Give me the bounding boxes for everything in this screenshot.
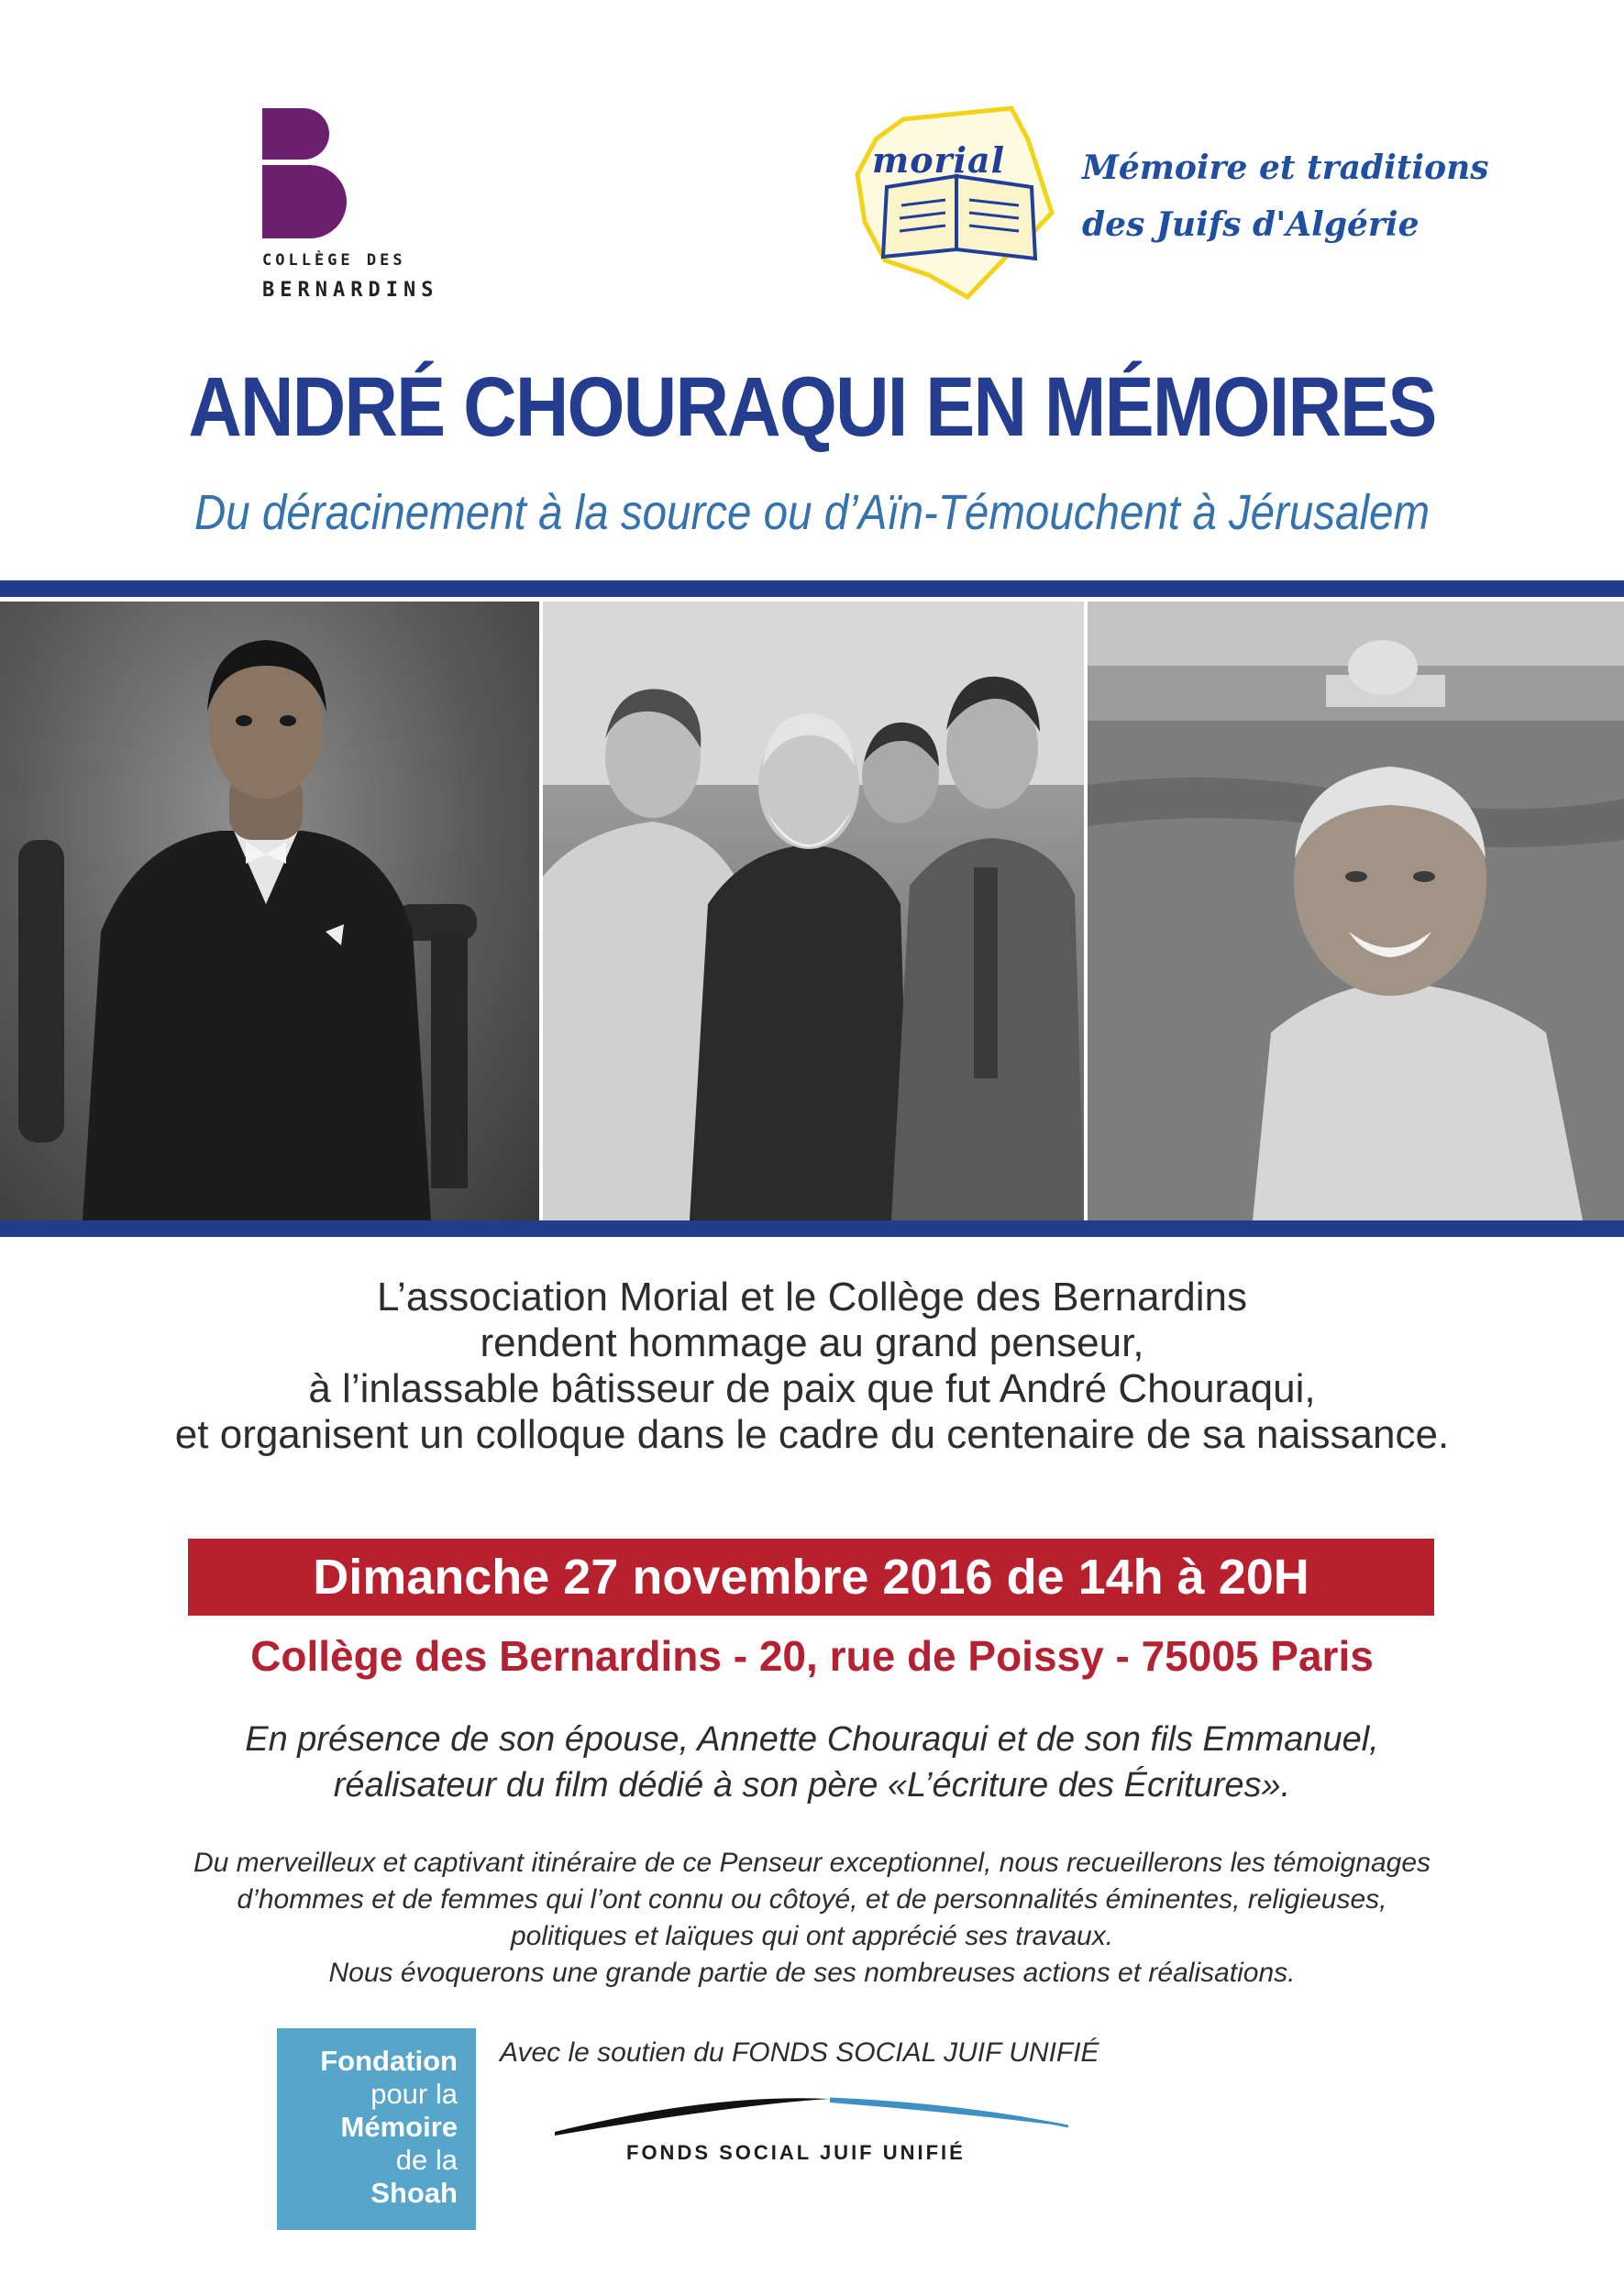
bernardins-b-icon <box>262 108 347 241</box>
tagline-line2: des Juifs d'Algérie <box>1082 205 1420 244</box>
details-line: Nous évoquerons une grande partie de ses nombreuses actions et réalisations. <box>328 1958 1296 1988</box>
event-venue: Collège des Bernardins - 20, rue de Poissy - 75005 Paris <box>250 1632 1374 1680</box>
fondation-line: de la <box>395 2144 458 2176</box>
tagline-line1: Mémoire et traditions <box>1082 149 1489 187</box>
presence-line: réalisateur du film dédié à son père «L’écriture des Écritures». <box>333 1766 1291 1805</box>
details-line: Du merveilleux et captivant itinéraire de ce Penseur exceptionnel, nous recueillerons les témoignages <box>193 1848 1431 1878</box>
fondation-line: Shoah <box>370 2177 458 2209</box>
morial-wordmark: morial <box>872 139 1006 181</box>
event-details <box>55 1845 1569 1992</box>
boy-portrait-icon <box>0 602 539 1220</box>
fsju-name: FONDS SOCIAL JUIF UNIFIÉ <box>626 2141 966 2164</box>
group-portrait-icon <box>543 602 1084 1220</box>
intro-line: L’association Morial et le Collège des Bernardins <box>377 1275 1247 1319</box>
photo-group <box>543 602 1084 1220</box>
page-title: ANDRÉ CHOURAQUI EN MÉMOIRES <box>188 360 1436 454</box>
fondation-shoah-logo <box>277 2028 476 2230</box>
photo-band-top-rule <box>0 580 1624 597</box>
photo-childhood-portrait <box>0 602 539 1220</box>
photo-band-bottom-rule <box>0 1220 1624 1237</box>
intro-paragraph <box>55 1275 1569 1458</box>
page-subtitle: Du déracinement à la source ou d’Aïn-Témouchent à Jérusalem <box>193 485 1431 540</box>
algeria-map-book-icon <box>848 103 1068 309</box>
intro-line: à l’inlassable bâtisseur de paix que fut André Chouraqui, <box>308 1366 1316 1411</box>
details-line: d’hommes et de femmes qui l’ont connu ou côtoyé, et de personnalités éminentes, religieuses, <box>237 1884 1387 1915</box>
photo-jerusalem-portrait <box>1088 602 1624 1220</box>
morial-tagline <box>1082 139 1541 253</box>
event-date-banner: Dimanche 27 novembre 2016 de 14h à 20H <box>188 1539 1434 1616</box>
morial-logo <box>848 103 1068 309</box>
bernardins-logo-line2: BERNARDINS <box>262 279 439 302</box>
fsju-swoosh-icon <box>555 2086 1068 2141</box>
support-statement: Avec le soutien du FONDS SOCIAL JUIF UNIFIÉ <box>500 2037 1099 2068</box>
fsju-logo <box>555 2086 1068 2169</box>
bernardins-logo-line1: COLLÈGE DES <box>262 251 406 270</box>
intro-line: et organisent un colloque dans le cadre du centenaire de sa naissance. <box>174 1412 1450 1457</box>
details-line: politiques et laïques qui ont apprécié ses travaux. <box>510 1921 1114 1951</box>
fondation-line: Fondation <box>320 2045 458 2077</box>
bernardins-logo <box>259 108 479 310</box>
presence-line: En présence de son épouse, Annette Chouraqui et de son fils Emmanuel, <box>245 1720 1379 1759</box>
presence-note <box>55 1717 1569 1808</box>
intro-line: rendent hommage au grand penseur, <box>480 1320 1144 1365</box>
fondation-line: pour la <box>370 2078 458 2110</box>
man-jerusalem-icon <box>1088 602 1624 1220</box>
fondation-line: Mémoire <box>340 2111 458 2143</box>
